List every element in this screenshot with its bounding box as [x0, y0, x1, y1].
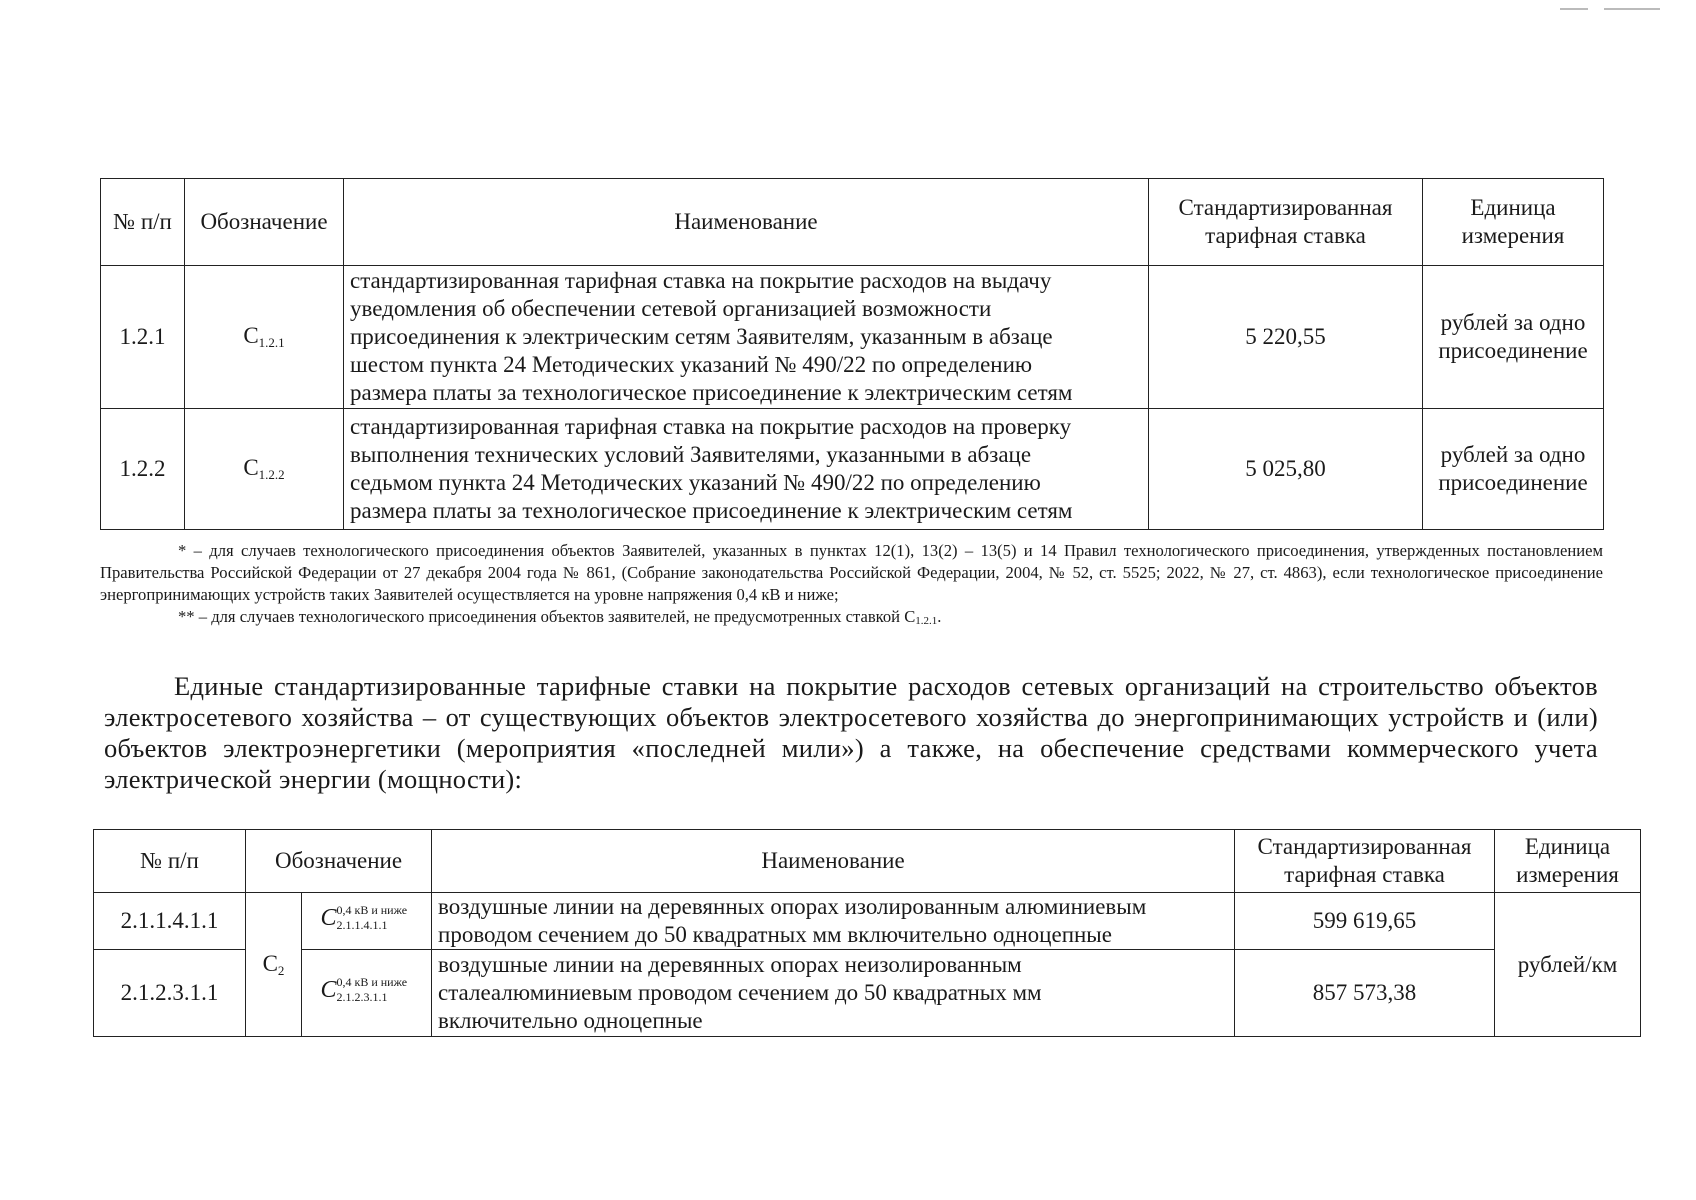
name-line: стандартизированная тарифная ставка на покрытие расходов на проверку: [350, 414, 1072, 439]
row-num: 1.2.1: [101, 266, 185, 409]
row-rate: 599 619,65: [1235, 893, 1495, 950]
header-rate-line1: Стандартизированная: [1257, 834, 1472, 859]
rate-symbol: [317, 973, 417, 1007]
row-designation: [185, 409, 344, 530]
header-unit-line1: Единица: [1524, 834, 1611, 859]
row-rate: 857 573,38: [1235, 950, 1495, 1037]
header-unit: [1423, 179, 1604, 266]
name-line: включительно одноцепные: [438, 1008, 703, 1033]
row-num: 2.1.1.4.1.1: [94, 893, 246, 950]
header-name: Наименование: [432, 830, 1235, 893]
row-name: [344, 266, 1149, 409]
footnotes: [100, 540, 1603, 632]
symbol-sub: 2.1.1.4.1.1: [336, 918, 388, 932]
name-line: размера платы за технологическое присоединение к электрическим сетям: [350, 498, 1073, 523]
name-line: воздушные линии на деревянных опорах неизолированным: [438, 952, 1022, 977]
name-line: шестом пункта 24 Методических указаний № 490/22 по определению: [350, 352, 1033, 377]
symbol-sup: 0,4 кВ и ниже: [336, 975, 408, 989]
name-line: седьмом пункта 24 Методических указаний № 490/22 по определению: [350, 470, 1041, 495]
table-row: [101, 266, 1604, 409]
designation-sub: 1.2.1: [258, 335, 285, 350]
header-rate-line2: тарифная ставка: [1284, 862, 1445, 887]
name-line: уведомления об обеспечении сетевой организацией возможности: [350, 296, 992, 321]
footnote-1: * – для случаев технологического присоединения объектов Заявителей, указанных в пунктах 12(1), 13(2) – 13(5) и 14 Правил технологического присоединения, утвержденных постановлением Правительства Российской Федерации от 27 декабря 2004 года № 861, (Собрание законодательства Российской Федерации, 2004, № 52, ст. 5525; 2022, № 27, ст. 4863), если технологическое присоединение энергопринимающих устройств таких Заявителей осуществляется на уровне напряжения 0,4 кВ и ниже;: [100, 541, 1603, 604]
scan-mark: [1560, 8, 1588, 10]
header-designation: Обозначение: [246, 830, 432, 893]
header-rate: [1235, 830, 1495, 893]
row-designation: [185, 266, 344, 409]
unit-line1: рублей за одно: [1440, 310, 1586, 335]
name-line: сталеалюминиевым проводом сечением до 50 квадратных мм: [438, 980, 1042, 1005]
name-line: проводом сечением до 50 квадратных мм включительно одноцепные: [438, 922, 1112, 947]
table-row: [101, 409, 1604, 530]
row-unit: [1423, 409, 1604, 530]
header-designation: Обозначение: [185, 179, 344, 266]
designation-sub: 1.2.2: [258, 467, 285, 482]
row-name: [432, 893, 1235, 950]
symbol-base: C: [320, 977, 337, 1003]
header-unit: [1495, 830, 1641, 893]
header-rate: [1149, 179, 1423, 266]
symbol-sup: 0,4 кВ и ниже: [336, 903, 408, 917]
designation-base: C: [243, 455, 259, 480]
row-symbol: [302, 893, 432, 950]
header-name: Наименование: [344, 179, 1149, 266]
header-unit-line2: измерения: [1516, 862, 1619, 887]
group-unit: рублей/км: [1495, 893, 1641, 1037]
tariff-table-2: [93, 829, 1641, 1037]
footnote-2-end: .: [937, 607, 942, 626]
table-row: [94, 950, 1641, 1037]
designation-base: C: [243, 323, 259, 348]
header-num: № п/п: [101, 179, 185, 266]
row-num: 2.1.2.3.1.1: [94, 950, 246, 1037]
symbol-sub: 2.1.2.3.1.1: [336, 990, 388, 1004]
header-num: № п/п: [94, 830, 246, 893]
table-header-row: [101, 179, 1604, 266]
name-line: присоединения к электрическим сетям Заявителям, указанным в абзаце: [350, 324, 1053, 349]
unit-line2: присоединение: [1438, 338, 1588, 363]
footnote-2-text: ** – для случаев технологического присоединения объектов заявителей, не предусмотренных ставкой C: [178, 607, 916, 626]
row-num: 1.2.2: [101, 409, 185, 530]
header-unit-line1: Единица: [1470, 195, 1556, 220]
row-symbol: [302, 950, 432, 1037]
group-sub: 2: [277, 962, 285, 978]
scan-mark: [1604, 8, 1660, 10]
row-name: [432, 950, 1235, 1037]
group-designation: [246, 893, 302, 1037]
header-unit-line2: измерения: [1461, 223, 1565, 248]
name-line: выполнения технических условий Заявителями, указанными в абзаце: [350, 442, 1032, 467]
name-line: стандартизированная тарифная ставка на покрытие расходов на выдачу: [350, 268, 1052, 293]
rate-symbol: [317, 901, 417, 935]
name-line: воздушные линии на деревянных опорах изолированным алюминиевым: [438, 894, 1147, 919]
symbol-base: C: [320, 905, 337, 931]
row-rate: 5 220,55: [1149, 266, 1423, 409]
row-unit: [1423, 266, 1604, 409]
unit-line1: рублей за одно: [1440, 442, 1586, 467]
footnote-2: [100, 606, 1603, 632]
table-row: [94, 893, 1641, 950]
header-rate-line2: тарифная ставка: [1205, 223, 1366, 248]
row-rate: 5 025,80: [1149, 409, 1423, 530]
group-base: C: [262, 950, 278, 976]
table-header-row: [94, 830, 1641, 893]
name-line: размера платы за технологическое присоединение к электрическим сетям: [350, 380, 1073, 405]
header-rate-line1: Стандартизированная: [1178, 195, 1393, 220]
row-name: [344, 409, 1149, 530]
intro-paragraph: Единые стандартизированные тарифные ставки на покрытие расходов сетевых организаций на строительство объектов электросетевого хозяйства – от существующих объектов электросетевого хозяйства до энергопринимающих устройств и (или) объектов электроэнергетики (мероприятия «последней мили») а также, на обеспечение средствами коммерческого учета электрической энергии (мощности):: [104, 671, 1598, 794]
unit-line2: присоединение: [1438, 470, 1588, 495]
tariff-table-1: [100, 178, 1604, 530]
footnote-2-sub: 1.2.1: [915, 615, 938, 627]
